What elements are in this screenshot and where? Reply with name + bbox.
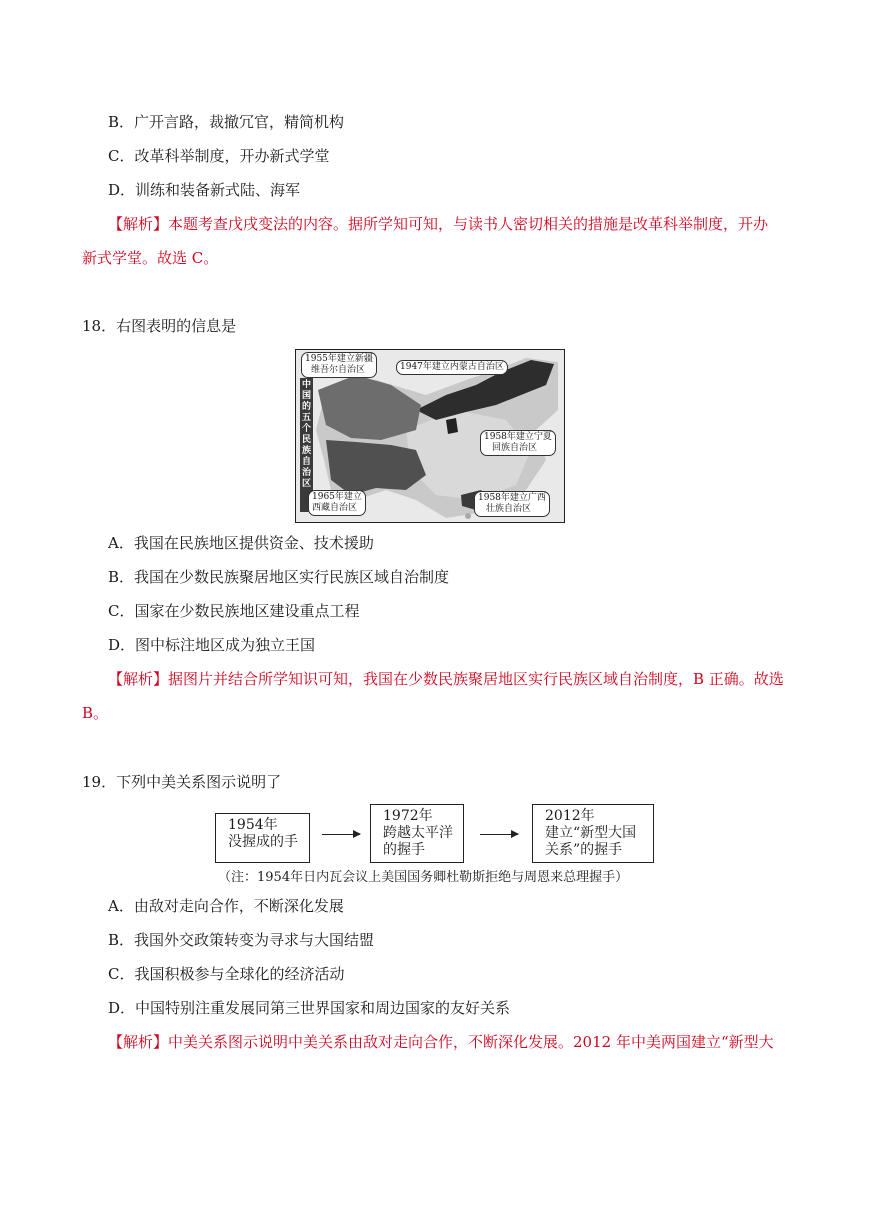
callout-guangxi-line1: 1958年建立广西 [478,493,546,503]
q19-option-b: B．我国外交政策转变为寻求与大国结盟 [108,931,375,949]
q17-option-c: C．改革科举制度，开办新式学堂 [108,147,330,165]
q18-option-d: D．图中标注地区成为独立王国 [108,636,316,654]
diagram-note: （注：1954年日内瓦会议上美国国务卿杜勒斯拒绝与周恩来总理握手） [218,870,629,885]
q18-explanation-line1: 【解析】据图片并结合所学知识可知，我国在少数民族聚居地区实行民族区域自治制度，B 正确。故选 [108,670,784,688]
diagram-box-1972 [370,804,464,863]
q18-option-c: C．国家在少数民族地区建设重点工程 [108,602,360,620]
q19-option-a: A．由敌对走向合作，不断深化发展 [108,897,344,915]
callout-xinjiang [301,352,377,378]
q18-explanation-line2: B。 [82,704,109,722]
q17-explanation-line2: 新式学堂。故选 C。 [82,249,219,267]
box-2012-text2: 关系”的握手 [545,842,623,858]
callout-guangxi-line2: 壮族自治区 [486,504,532,514]
box-1972-text2: 的握手 [383,842,425,858]
q18-question: 18．右图表明的信息是 [82,317,237,335]
box-2012-text1: 建立“新型大国 [545,825,637,841]
callout-xinjiang-line1: 1955年建立新疆 [305,354,373,364]
box-2012-year: 2012年 [545,808,595,824]
callout-ningxia [480,430,556,456]
q19-explanation-line1: 【解析】中美关系图示说明中美关系由敌对走向合作，不断深化发展。2012 年中美两国建立“新型大 [108,1033,774,1051]
q17-option-d: D．训练和装备新式陆、海军 [108,181,301,199]
autonomous-regions-map [295,349,565,523]
map-side-title: 中国的五个民族自治区 [300,378,313,512]
q19-question: 19．下列中美关系图示说明了 [82,773,282,791]
diagram-box-1954 [215,813,310,863]
q18-option-a: A．我国在民族地区提供资金、技术援助 [108,534,374,552]
callout-xizang [308,490,366,516]
callout-guangxi [474,491,550,517]
callout-xizang-line2: 西藏自治区 [312,503,358,513]
callout-ningxia-line1: 1958年建立宁夏 [484,432,552,442]
box-1972-text1: 跨越太平洋 [383,825,453,841]
callout-xizang-line1: 1965年建立 [312,492,362,502]
callout-ningxia-line2: 回族自治区 [492,443,538,453]
box-1954-year: 1954年 [228,817,278,833]
q17-explanation-line1: 【解析】本题考查戊戌变法的内容。据所学知可知，与读书人密切相关的措施是改革科举制度，开办 [108,215,769,233]
arrow-icon [480,834,518,835]
q19-option-d: D．中国特别注重发展同第三世界国家和周边国家的友好关系 [108,999,511,1017]
box-1954-text: 没握成的手 [228,834,298,850]
q17-option-b: B．广开言路，裁撤冗官，精简机构 [108,113,345,131]
callout-xinjiang-line2: 维吾尔自治区 [311,365,366,375]
callout-neimenggu: 1947年建立内蒙古自治区 [396,360,508,375]
arrow-icon [322,834,360,835]
box-1972-year: 1972年 [383,808,433,824]
diagram-box-2012 [532,804,654,863]
q18-option-b: B．我国在少数民族聚居地区实行民族区域自治制度 [108,568,450,586]
q19-option-c: C．我国积极参与全球化的经济活动 [108,965,345,983]
